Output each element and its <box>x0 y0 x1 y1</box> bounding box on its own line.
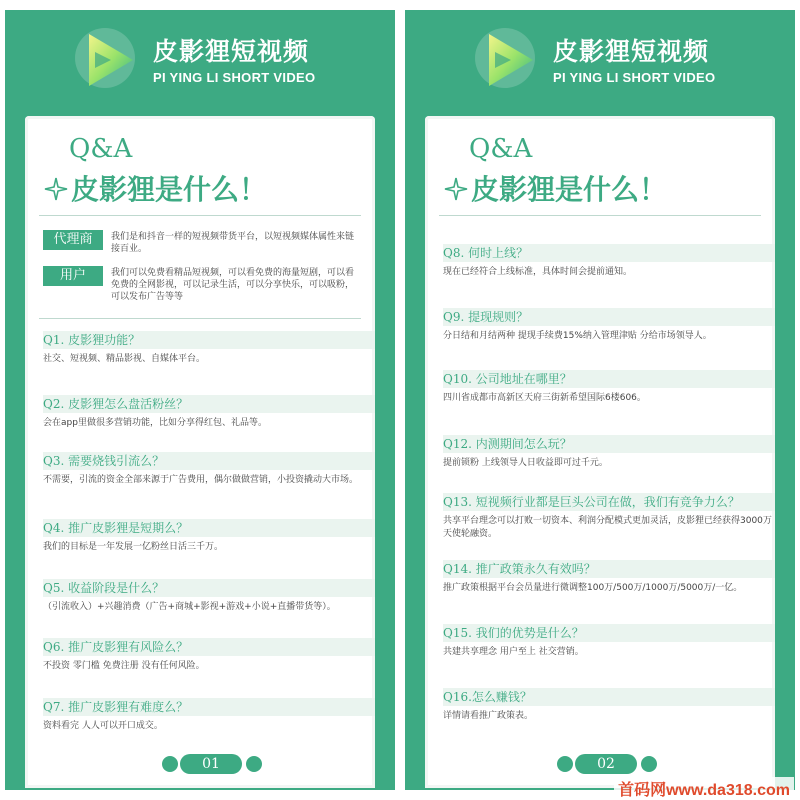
brand-subtitle: PI YING LI SHORT VIDEO <box>153 70 316 85</box>
brand-subtitle: PI YING LI SHORT VIDEO <box>553 70 716 85</box>
faq-answer: 详情请看推广政策表。 <box>443 711 534 721</box>
faq-question: Q16.怎么赚钱？ <box>443 690 532 704</box>
faq-question: Q4. 推广皮影狸是短期么？ <box>43 521 189 535</box>
qa-subheading: 皮影狸是什么！ <box>471 173 668 206</box>
faq-question: Q1. 皮影狸功能？ <box>43 333 141 347</box>
faq-answer: 不投资 零门槛 免费注册 没有任何风险。 <box>43 661 205 671</box>
faq-question: Q2. 皮影狸怎么盘活粉丝？ <box>43 397 189 411</box>
sparkle-icon <box>43 176 69 202</box>
faq-answer: 四川省成都市高新区天府三街新希望国际6楼606。 <box>443 393 646 403</box>
page-number: 02 <box>575 754 637 774</box>
faq-answer: 会在app里做很多营销功能，比如分享得红包、礼品等。 <box>43 418 267 428</box>
faq-question: Q15. 我们的优势是什么？ <box>443 626 584 640</box>
qa-subheading: 皮影狸是什么！ <box>71 173 268 206</box>
faq-answer: 我们的目标是一年发展一亿粉丝日活三千万。 <box>43 542 224 552</box>
faq-question: Q5. 收益阶段是什么？ <box>43 581 165 595</box>
tag-label: 代理商 <box>43 230 103 250</box>
faq-answer: 提前锁粉 上线领导人日收益即可过千元。 <box>443 458 608 468</box>
tag-label: 用户 <box>43 266 103 286</box>
faq-question: Q13. 短视频行业都是巨头公司在做，我们有竞争力么？ <box>443 495 740 509</box>
qa-card <box>425 116 775 788</box>
brand-title: 皮影狸短视频 <box>553 37 710 66</box>
faq-answer: 共建共享理念 用户至上 社交营销。 <box>443 647 584 657</box>
tag-text: 我们是和抖音一样的短视频带货平台，以短视频媒体属性来链接百业。 <box>111 232 355 254</box>
faq-answer: 推广政策根据平台会员量进行微调整100万/500万/1000万/5000万/一亿。 <box>443 583 743 593</box>
pager-dot <box>246 756 262 772</box>
faq-question: Q8. 何时上线？ <box>443 246 529 260</box>
faq-question: Q7. 推广皮影狸有难度么？ <box>43 700 189 714</box>
faq-answer: 分日结和月结两种 提现手续费15%纳入管理津贴 分给市场领导人。 <box>443 331 712 341</box>
faq-answer: （引流收入）+兴趣消费（广告+商城+影视+游戏+小说+直播带货等）。 <box>43 602 336 612</box>
divider <box>39 318 361 319</box>
brand-header <box>75 22 375 102</box>
divider <box>439 215 761 216</box>
faq-answer: 共享平台理念可以打败一切资本、利润分配模式更加灵活，皮影狸已经获得3000万天使轮融资。 <box>443 516 772 539</box>
faq-question: Q6. 推广皮影狸有风险么？ <box>43 640 189 654</box>
faq-question: Q14. 推广政策永久有效吗？ <box>443 562 596 576</box>
pager-dot <box>641 756 657 772</box>
divider <box>39 215 361 216</box>
faq-answer: 资料看完 人人可以开口成交。 <box>43 721 163 731</box>
qa-heading: Q&A <box>469 134 533 164</box>
page-indicator <box>180 754 300 774</box>
page-number: 01 <box>180 754 242 774</box>
site-watermark: 首码网www.da318.com <box>614 777 794 800</box>
qa-heading: Q&A <box>69 134 133 164</box>
pager-dot <box>557 756 573 772</box>
brand-header <box>475 22 775 102</box>
faq-answer: 现在已经符合上线标准，具体时间会提前通知。 <box>443 267 633 277</box>
pager-dot <box>162 756 178 772</box>
faq-question: Q9. 提现规则？ <box>443 310 529 324</box>
faq-question: Q10. 公司地址在哪里？ <box>443 372 572 386</box>
tag-text: 我们可以免费看精品短视频，可以看免费的海量短剧，可以看免费的全网影视，可以记录生活，可以分享快乐，可以吸粉，可以发布广告等等 <box>111 268 355 302</box>
play-logo-icon <box>475 22 543 96</box>
qa-card <box>25 116 375 788</box>
faq-answer: 不需要，引流的资金全部来源于广告费用，偶尔做做营销，小投资撬动大市场。 <box>43 475 359 485</box>
sparkle-icon <box>443 176 469 202</box>
faq-question: Q12. 内测期间怎么玩？ <box>443 437 572 451</box>
page-panel-left <box>5 10 395 790</box>
faq-question: Q3. 需要烧钱引流么？ <box>43 454 165 468</box>
faq-answer: 社交、短视频、精品影视、自媒体平台。 <box>43 354 206 364</box>
brand-title: 皮影狸短视频 <box>153 37 310 66</box>
page-indicator <box>575 754 695 774</box>
page-panel-right <box>405 10 795 790</box>
play-logo-icon <box>75 22 143 96</box>
